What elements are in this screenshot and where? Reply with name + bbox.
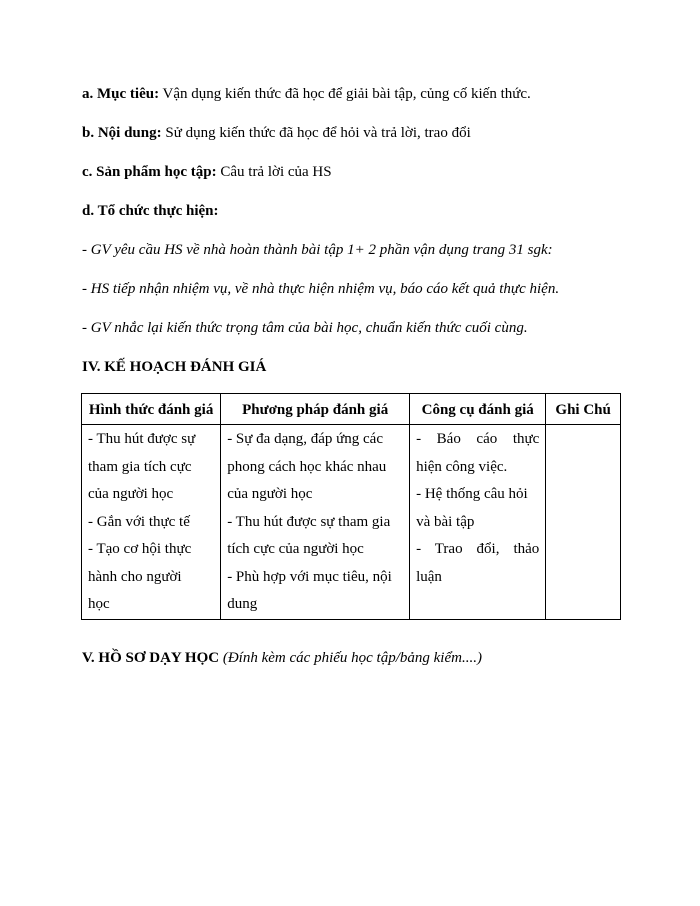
cell-line: - Báo cáo thực	[416, 431, 540, 447]
section-c-text: Câu trả lời của HS	[216, 164, 332, 180]
heading-v-title: V. HỒ SƠ DẠY HỌC	[82, 650, 220, 666]
step-3: - GV nhắc lại kiến thức trọng tâm của bài học, chuẩn kiến thức cuối cùng.	[82, 320, 528, 336]
cell-tool	[410, 425, 546, 620]
header-tool-line1: Công cụ đánh	[421, 402, 511, 418]
cell-line: - Sự đa dạng, đáp ứng các	[227, 431, 383, 447]
heading-v-note: (Đính kèm các phiếu học tập/bảng kiểm....)	[219, 650, 482, 666]
cell-line: - Hệ thống câu hỏi	[416, 486, 528, 502]
step-1: - GV yêu cầu HS về nhà hoàn thành bài tập 1+ 2 phần vận dụng trang 31 sgk:	[82, 242, 553, 258]
cell-line: hành cho người	[88, 568, 182, 585]
header-tool-line2: giá	[514, 402, 534, 418]
section-d	[82, 201, 219, 221]
cell-form	[82, 425, 221, 620]
header-note: Ghi Chú	[546, 394, 621, 425]
cell-method	[221, 425, 410, 620]
cell-line: của người học	[88, 486, 174, 502]
cell-line: tích cực của người học	[227, 541, 364, 557]
cell-line: - Phù hợp với mục tiêu, nội	[227, 568, 392, 585]
heading-iv: IV. KẾ HOẠCH ĐÁNH GIÁ	[82, 359, 267, 375]
header-form-line2: giá	[194, 402, 214, 418]
section-c-label: c. Sản phẩm học tập:	[82, 164, 217, 180]
table-row	[82, 425, 621, 620]
cell-line: và bài tập	[416, 513, 475, 530]
cell-line: luận	[416, 568, 442, 585]
cell-line: học	[88, 596, 110, 612]
cell-line: phong cách học khác nhau	[227, 458, 387, 475]
cell-line: - Tạo cơ hội thực	[88, 541, 192, 557]
cell-line: - Thu hút được sự	[88, 431, 196, 447]
header-tool	[410, 394, 546, 425]
section-a-text: Vận dụng kiến thức đã học để giải bài tập, củng cố kiến thức.	[159, 86, 531, 102]
header-form	[82, 394, 221, 425]
table-header-row	[82, 394, 621, 425]
section-c	[82, 162, 332, 182]
cell-line: - Trao đổi, thảo	[416, 541, 540, 557]
header-method-line1: Phương pháp	[242, 402, 329, 418]
cell-line: - Thu hút được sự tham gia	[227, 513, 391, 530]
cell-note	[546, 425, 621, 620]
cell-line: của người học	[227, 486, 313, 502]
header-form-line1: Hình thức đánh	[88, 402, 191, 418]
header-method-line2: đánh giá	[332, 402, 389, 418]
header-method	[221, 394, 410, 425]
section-a	[82, 84, 531, 104]
evaluation-table	[81, 393, 621, 620]
cell-line: hiện công việc.	[416, 458, 508, 475]
cell-line: dung	[227, 596, 258, 612]
section-b	[82, 123, 471, 143]
section-b-text: Sử dụng kiến thức đã học để hỏi và trả lời, trao đổi	[161, 125, 471, 141]
heading-v	[82, 648, 482, 668]
cell-line: tham gia tích cực	[88, 458, 192, 475]
section-d-label: d. Tổ chức thực hiện:	[82, 203, 219, 219]
cell-line: - Gắn với thực tế	[88, 513, 190, 530]
section-a-label: a. Mục tiêu:	[82, 86, 160, 102]
step-2: - HS tiếp nhận nhiệm vụ, về nhà thực hiện nhiệm vụ, báo cáo kết quả thực hiện.	[82, 281, 560, 297]
section-b-label: b. Nội dung:	[82, 125, 162, 141]
